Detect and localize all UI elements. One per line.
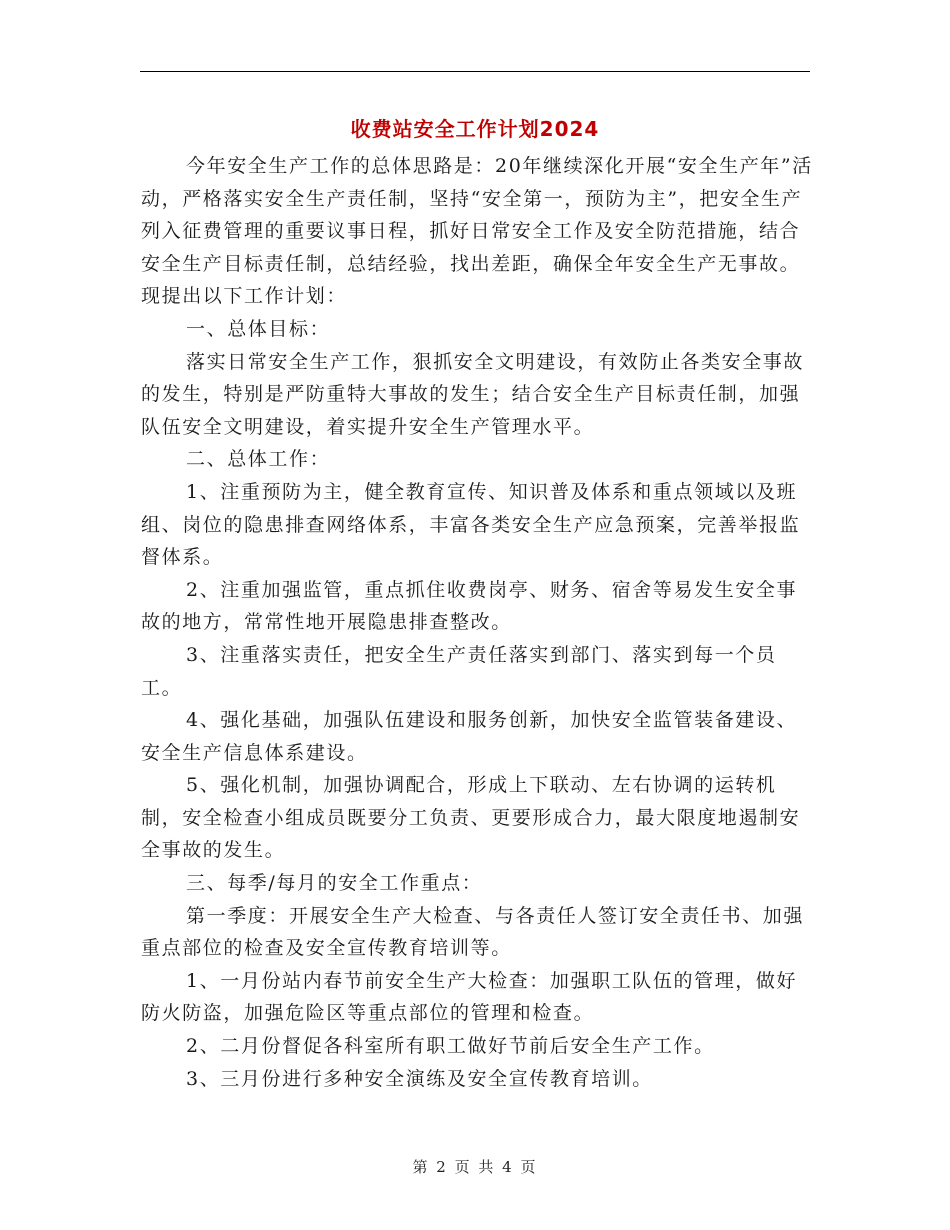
work-item-4: 4、强化基础，加强队伍建设和服务创新，加快安全监管装备建设、安全生产信息体系建设。 (141, 709, 798, 764)
header-rule (140, 71, 810, 72)
work-item-2: 2、注重加强监管，重点抓住收费岗亭、财务、宿舍等易发生安全事故的地方，常常性地开展隐患排查整改。 (141, 578, 798, 634)
month-item-3: 3、三月份进行多种安全演练及安全宣传教育培训。 (186, 1067, 653, 1090)
overall-goal-paragraph: 落实日常安全生产工作，狠抓安全文明建设，有效防止各类安全事故的发生，特别是严防重特大事故的发生；结合安全生产目标责任制，加强队伍安全文明建设，着实提升安全生产管理水平。 (141, 350, 805, 438)
work-item-1: 1、注重预防为主，健全教育宣传、知识普及体系和重点领域以及班组、岗位的隐患排查网络体系，丰富各类安全生产应急预案，完善举报监督体系。 (141, 480, 801, 569)
intro-paragraph: 今年安全生产工作的总体思路是：20年继续深化开展“安全生产年”活动，严格落实安全生产责任制，坚持“安全第一，预防为主”，把安全生产列入征费管理的重要议事日程，抓好日常安全工作及安全防范措施，结合安全生产目标责任制，总结经验，找出差距，确保全年安全生产无事故。现提出以下工作计划： (141, 155, 813, 308)
document-title: 收费站安全工作计划2024 (350, 117, 600, 141)
section-heading-overall-work: 二、总体工作： (186, 448, 331, 471)
document-body (141, 150, 813, 1095)
section-heading-quarterly-focus: 三、每季/每月的安全工作重点： (186, 872, 483, 895)
month-item-2: 2、二月份督促各科室所有职工做好节前后安全生产工作。 (186, 1035, 715, 1058)
first-quarter-paragraph: 第一季度：开展安全生产大检查、与各责任人签订安全责任书、加强重点部位的检查及安全宣传教育培训等。 (141, 904, 805, 960)
work-item-5: 5、强化机制，加强协调配合，形成上下联动、左右协调的运转机制，安全检查小组成员既要分工负责、更要形成合力，最大限度地遏制安全事故的发生。 (141, 774, 801, 862)
month-item-1: 1、一月份站内春节前安全生产大检查：加强职工队伍的管理，做好防火防盗，加强危险区等重点部位的管理和检查。 (141, 969, 798, 1025)
page-number: 第 2 页 共 4 页 (412, 1158, 538, 1176)
section-heading-overall-goal: 一、总体目标： (186, 317, 331, 340)
work-item-3: 3、注重落实责任，把安全生产责任落实到部门、落实到每一个员工。 (141, 643, 777, 699)
